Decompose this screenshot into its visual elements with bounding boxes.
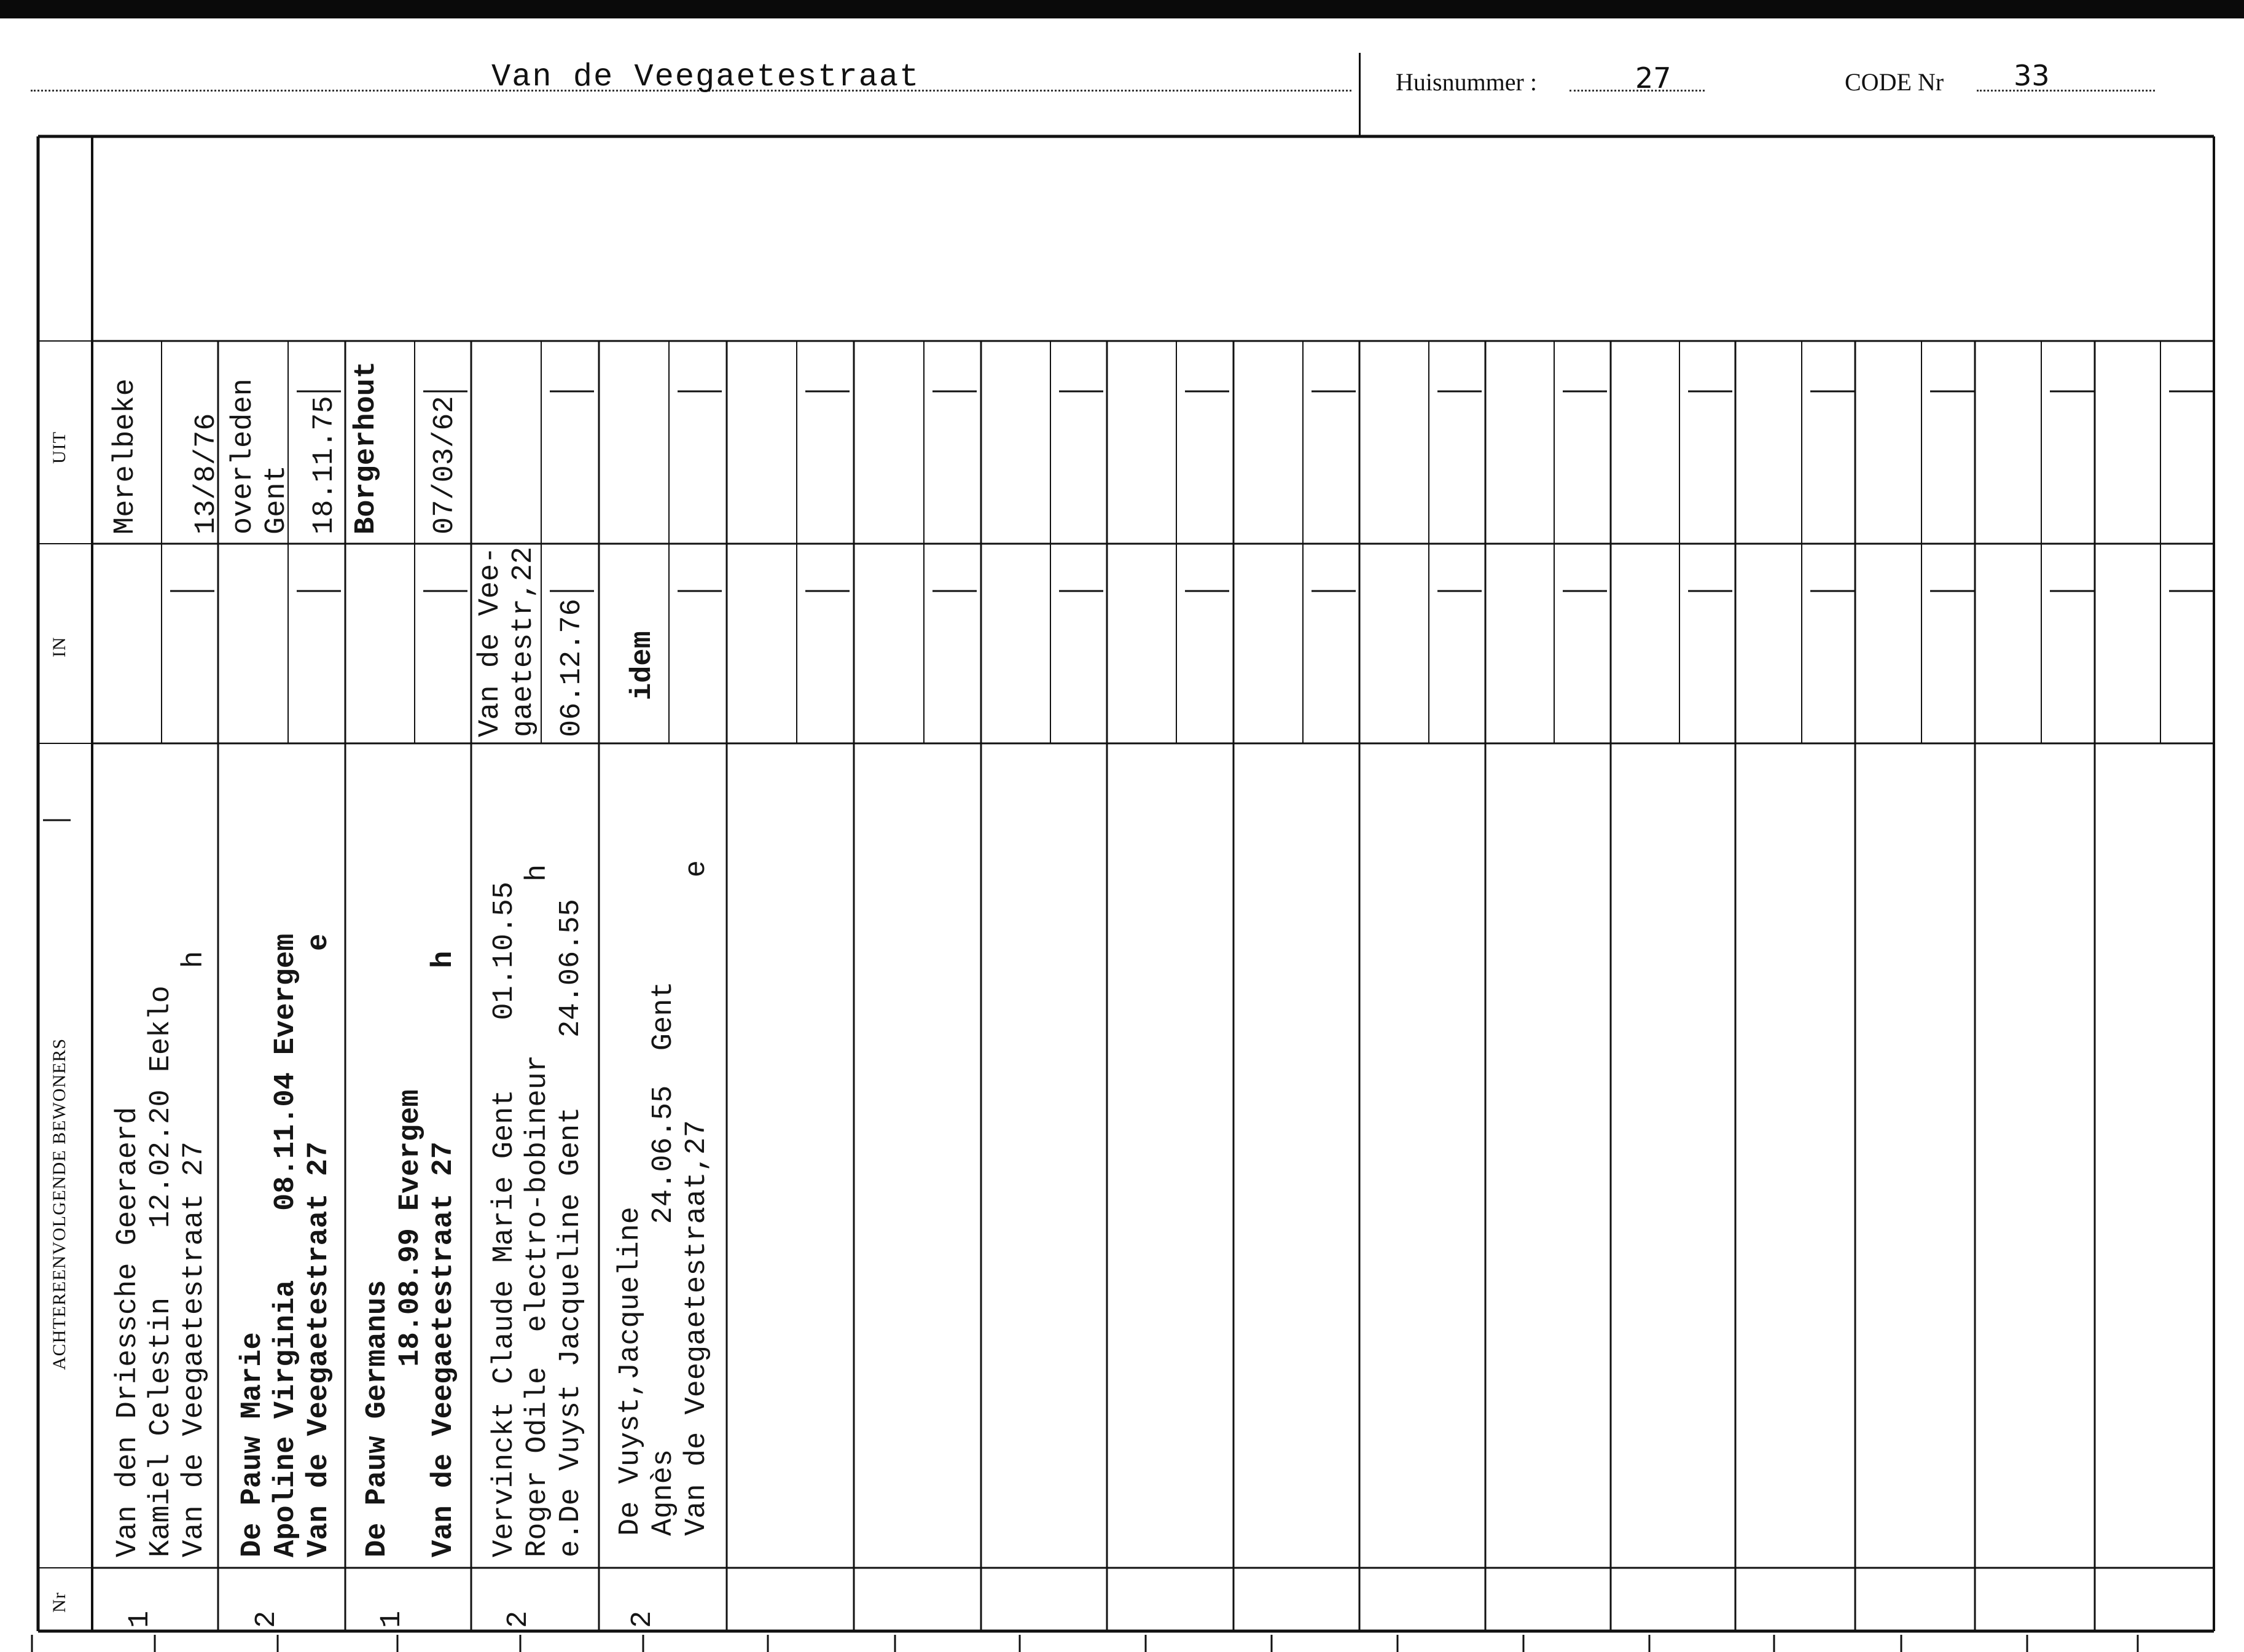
entry-4-line-2: Roger Odile electro-bobineur h <box>522 864 554 1557</box>
entry-2-bewoners <box>237 934 336 1557</box>
entry-1-line-2: Kamiel Celestin 12.02.20 Eeklo <box>145 985 178 1557</box>
label-uit: UIT <box>49 431 69 464</box>
entry-5-nr: 2 <box>627 1610 659 1628</box>
entry-4-bewoners <box>488 864 588 1557</box>
code-label: CODE Nr <box>1845 68 1944 96</box>
entry-3-uit-date: 07/03/62 <box>429 396 461 534</box>
entry-2-uit-date: 18.11.75 <box>308 396 341 534</box>
entry-3-line-3: Van de Veegaetestraat 27 h <box>428 950 460 1557</box>
entry-3-line-2: 18.08.99 Evergem <box>394 1089 427 1557</box>
entry-2-uit-place: overleden Gent <box>227 378 293 534</box>
huisnummer-label: Huisnummer : <box>1396 68 1537 96</box>
entry-4-line-3: e.De Vuyst Jacqueline Gent 24.06.55 <box>555 899 587 1557</box>
label-nr: Nr <box>49 1592 69 1613</box>
entry-3-bewoners <box>361 951 461 1557</box>
entry-5-in-place: idem <box>627 631 659 700</box>
label-bewoners: ACHTEREENVOLGENDE BEWONERS <box>49 1038 69 1370</box>
entry-4-nr: 2 <box>502 1610 535 1628</box>
label-in: IN <box>49 636 69 657</box>
entry-1-uit-place: Merelbeke <box>109 378 142 534</box>
entry-1-nr: 1 <box>124 1610 157 1628</box>
code-value: 33 <box>2014 59 2050 92</box>
entry-1-line-3: Van de Veegaetestraat 27 h <box>178 950 211 1557</box>
entry-5-line-1: De Vuyst,Jacqueline <box>614 1207 647 1536</box>
huisnummer-value: 27 <box>1635 61 1671 95</box>
entry-5-line-3: Van de Veegaetestraat,27 e <box>681 860 713 1536</box>
entry-2-line-1: De Pauw Marie <box>237 1332 269 1557</box>
entry-3-nr: 1 <box>376 1610 409 1628</box>
entry-1-uit-date: 13/8/76 <box>190 413 223 534</box>
entry-5-line-2: Agnès 24.06.55 Gent <box>647 981 680 1536</box>
entry-4-in-place <box>474 547 541 737</box>
entry-5-bewoners <box>614 860 714 1536</box>
entry-1-bewoners <box>112 951 211 1557</box>
street-name: Van de Veegaetestraat <box>491 59 920 95</box>
entry-1-line-1: Van den Driessche Geeraerd <box>112 1106 144 1557</box>
entry-4-in-line-1: Van de Vee- <box>474 546 507 737</box>
entry-4-in-line-2: gaetestr,22 <box>507 546 540 737</box>
entry-4-in-date: 06.12.76 <box>556 598 588 737</box>
entry-3-line-1: De Pauw Germanus <box>361 1280 394 1557</box>
entry-2-nr: 2 <box>251 1610 283 1628</box>
entry-4-line-1: Vervinckt Claude Marie Gent 01.10.55 <box>488 882 521 1557</box>
entry-2-line-3: Van de Veegaetestraat 27 e <box>303 933 335 1557</box>
entry-2-line-2: Apoline Virginia 08.11.04 Evergem <box>270 933 302 1557</box>
entry-3-uit-place: Borgerhout <box>350 361 383 534</box>
